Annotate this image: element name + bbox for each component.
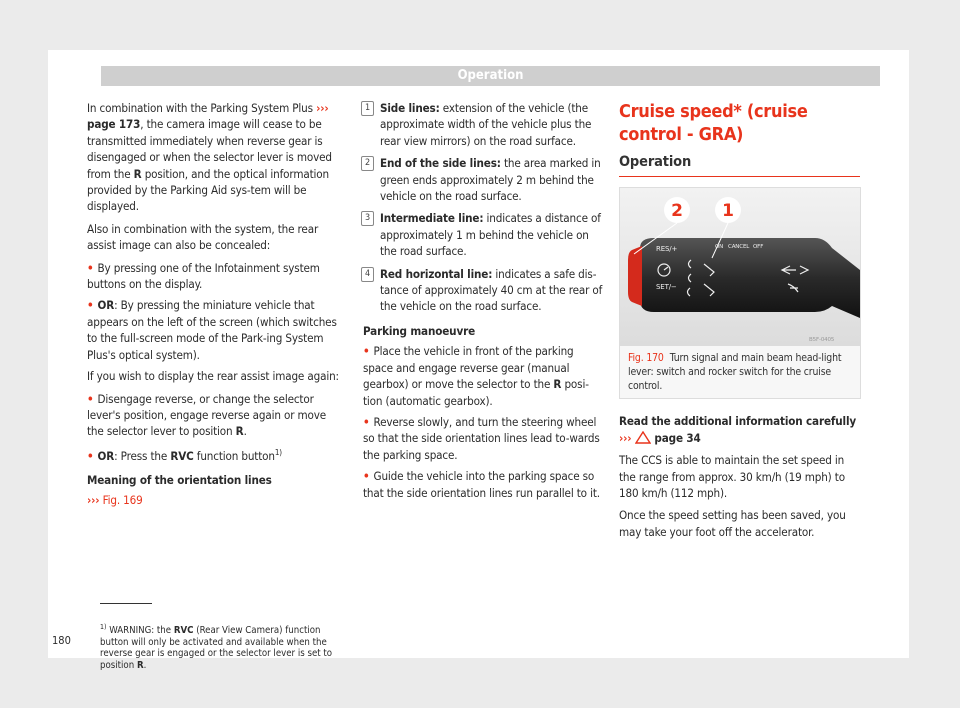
figure-number: Fig. 170 bbox=[628, 352, 664, 365]
bullet-icon: • bbox=[363, 469, 370, 484]
bullet-item: • Disengage reverse, or change the selector lever's position, engage reverse again or move the selector lever to position R. bbox=[87, 391, 327, 439]
footnote-marker[interactable]: 1) bbox=[274, 447, 282, 457]
number-badge: 4 bbox=[361, 267, 374, 282]
number-badge: 2 bbox=[361, 156, 374, 171]
rocker-switch-red bbox=[628, 246, 642, 306]
figure-reference[interactable]: ››› Fig. 169 bbox=[87, 493, 143, 508]
bullet-icon: • bbox=[363, 414, 370, 429]
read-info-link[interactable]: ››› page 34 bbox=[619, 430, 701, 445]
numbered-item: 1 Side lines: extension of the vehicle (the approximate width of the vehicle plus the rear view mirrors) on the road surface. bbox=[363, 100, 603, 149]
link-arrows: ››› bbox=[87, 493, 100, 508]
lever-label-off: OFF bbox=[753, 244, 764, 251]
lever-label-cancel: CANCEL bbox=[728, 244, 750, 251]
link-arrows: ››› bbox=[619, 430, 632, 445]
number-badge: 1 bbox=[361, 101, 374, 116]
numbered-item: 4 Red horizontal line: indicates a safe dis-tance of approximately 40 cm at the rear of the vehicle on the road surface. bbox=[363, 266, 603, 315]
link-arrows: ››› bbox=[316, 101, 329, 115]
page-link[interactable]: page 173 bbox=[87, 117, 141, 132]
bullet-item: • By pressing one of the Infotainment system buttons on the display. bbox=[87, 260, 320, 292]
paragraph: Also in combination with the system, the rear assist image can also be concealed: bbox=[87, 221, 319, 253]
bullet-item: • Guide the vehicle into the parking space so that the side orientation lines run parallel to it. bbox=[363, 469, 600, 500]
bullet-icon: • bbox=[87, 448, 94, 463]
lever-label-res: RES/+ bbox=[656, 245, 678, 254]
page-header bbox=[101, 66, 880, 86]
page-header-title: Operation bbox=[457, 68, 524, 83]
figure-caption: Fig. 170 Turn signal and main beam head-light lever: switch and rocker switch for the cruise control. bbox=[628, 352, 842, 392]
subsection-title: Operation bbox=[619, 154, 860, 177]
footnote: $^{1)}$ WARNING: the RVC (Rear View Camera) function button will only be activated and available when the reverse gear is engaged or the selector lever is set to position R. bbox=[100, 623, 333, 671]
section-title: Cruise speed* (cruise control - GRA) bbox=[619, 101, 808, 145]
bullet-item: • Place the vehicle in front of the parking space and engage reverse gear (manual gearbox) or move the selector to the R posi-tion (automatic gearbox). bbox=[363, 344, 589, 408]
bullet-icon: • bbox=[87, 298, 94, 313]
callout-2: 2 bbox=[671, 201, 683, 222]
numbered-item: 2 End of the side lines: the area marked in green ends approximately 2 m behind the vehicle on the road surface. bbox=[363, 155, 603, 204]
paragraph: The CCS is able to maintain the set speed in the range from approx. 30 km/h (19 mph) to 180 km/h (112 mph). bbox=[619, 453, 845, 501]
bullet-icon: • bbox=[363, 344, 370, 359]
lever-label-set: SET/− bbox=[656, 283, 677, 292]
intro-paragraph: In combination with the Parking System Plus ››› page 173, the camera image will cease to be transmitted immediately when reverse gear is disengaged or when the selector lever is moved from the R position, and the optical information provided by the Parking Aid sys-tem will be displayed. bbox=[87, 101, 332, 214]
manual-page bbox=[48, 50, 909, 671]
page-number: 180 bbox=[52, 634, 71, 647]
numbered-item: 3 Intermediate line: indicates a distance of approximately 1 m behind the vehicle on the road surface. bbox=[363, 210, 603, 259]
callout-1: 1 bbox=[722, 201, 734, 222]
bullet-item: • OR: By pressing the miniature vehicle that appears on the left of the screen (which switches to the full-screen mode of the Park-ing System Plus's optical system). bbox=[87, 298, 337, 362]
lever-illustration bbox=[620, 188, 860, 346]
figure-code: B5F-0405 bbox=[809, 337, 835, 344]
warning-triangle-icon bbox=[635, 431, 651, 444]
section-subheading: Parking manoeuvre bbox=[363, 323, 476, 338]
figure-170 bbox=[619, 187, 861, 399]
lever-label-on: ON bbox=[715, 244, 724, 251]
footnote-rule bbox=[100, 603, 152, 604]
column-left bbox=[87, 100, 342, 509]
column-middle bbox=[363, 100, 603, 506]
paragraph: Once the speed setting has been saved, you may take your foot off the accelerator. bbox=[619, 508, 846, 539]
read-info-heading: Read the additional information carefully bbox=[619, 414, 857, 429]
column-right bbox=[619, 100, 860, 546]
bullet-item: • OR: Press the RVC function button$^{1)}$ bbox=[87, 447, 282, 463]
paragraph: If you wish to display the rear assist image again: bbox=[87, 369, 339, 384]
number-badge: 3 bbox=[361, 211, 374, 226]
bullet-icon: • bbox=[87, 260, 94, 275]
bullet-icon: • bbox=[87, 391, 94, 406]
section-subheading: Meaning of the orientation lines bbox=[87, 472, 272, 487]
bullet-item: • Reverse slowly, and turn the steering wheel so that the side orientation lines lead to-wards the parking space. bbox=[363, 414, 600, 462]
